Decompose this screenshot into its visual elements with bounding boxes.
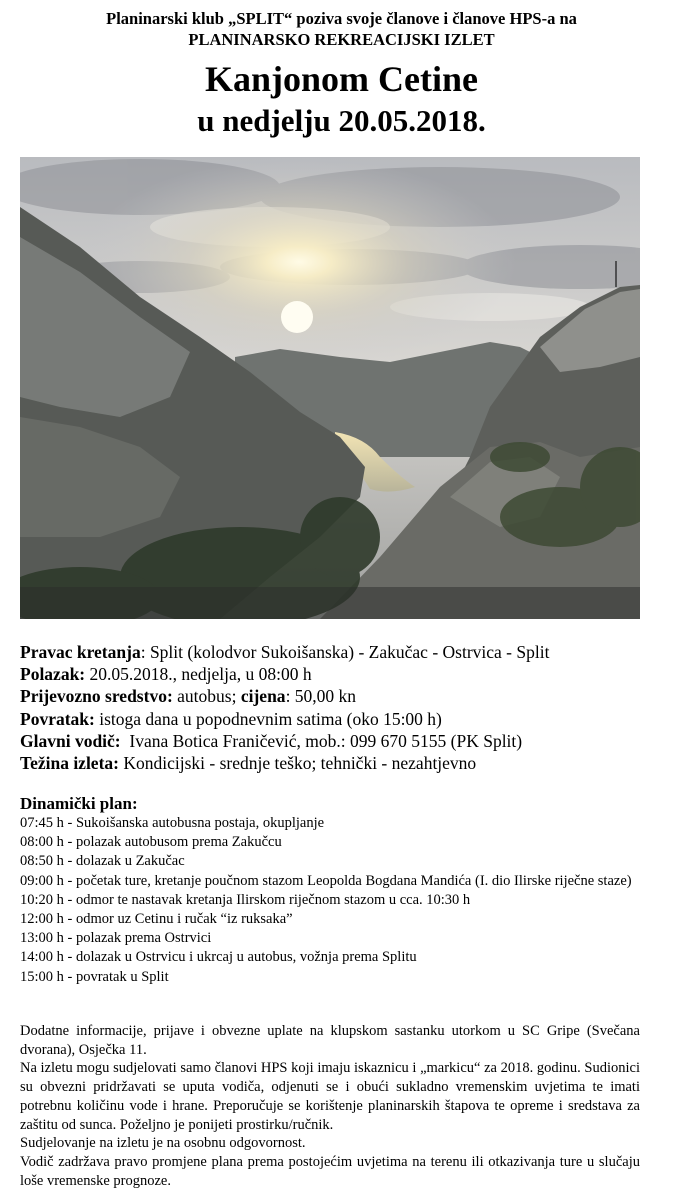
detail-value: Kondicijski - srednje teško; tehnički - nezahtjevno: [118, 753, 477, 774]
detail-label: Prijevozno sredstvo:: [20, 686, 173, 707]
info-paragraph: Dodatne informacije, prijave i obvezne uplate na klupskom sastanku utorkom u SC Gripe (Svečana dvorana), Osječka 11.: [20, 1023, 640, 1058]
intro-text: [0, 8, 683, 50]
schedule-item: 10:20 h - odmor te nastavak kretanja Ilirskom riječnom stazom u cca. 10:30 h: [20, 891, 471, 908]
detail-value: : 50,00 kn: [285, 686, 357, 707]
detail-label: Glavni vodič:: [20, 730, 121, 751]
schedule-item: 07:45 h - Sukoišanska autobusna postaja, okupljanje: [20, 815, 325, 831]
trip-details: [20, 641, 670, 774]
detail-label: Polazak:: [20, 664, 86, 685]
schedule-title: Dinamički plan:: [20, 794, 138, 813]
info-paragraph: Sudjelovanje na izletu je na osobnu odgovornost.: [20, 1135, 306, 1152]
event-date: u nedjelju 20.05.2018.: [197, 103, 486, 138]
schedule-item: 15:00 h - povratak u Split: [20, 968, 169, 985]
detail-guide: [20, 730, 670, 752]
detail-route: [20, 641, 670, 663]
page-title: Kanjonom Cetine: [205, 59, 478, 99]
schedule-item: 08:50 h - dolazak u Zakučac: [20, 853, 185, 870]
detail-label: Pravac kretanja: [20, 642, 141, 662]
schedule-item: 12:00 h - odmor uz Cetinu i ručak “iz ruksaka”: [20, 911, 293, 928]
detail-transport: [20, 685, 670, 707]
info-paragraph: Na izletu mogu sudjelovati samo članovi HPS koji imaju iskaznicu i „markicu“ za 2018. godinu. Sudionici su obvezni pridržavati se uputa vodiča, odjenuti se i obući sukladno vremenskim uvjetima te imati potrebnu količinu vode i hrane. Preporučuje se korištenje planinarskih štapova te opreme i sredstava za zaštitu od sunca. Poželjno je ponijeti prostirku/ručnik.: [20, 1060, 640, 1133]
detail-value: 20.05.2018., nedjelja, u 08:00 h: [85, 664, 312, 685]
additional-info: [20, 1022, 640, 1190]
detail-value: Ivana Botica Franičević, mob.: 099 670 5155 (PK Split): [120, 730, 523, 751]
schedule-item: 08:00 h - polazak autobusom prema Zakučcu: [20, 834, 282, 851]
detail-label: Povratak:: [20, 708, 95, 729]
intro-line-1: Planinarski klub „SPLIT“ poziva svoje članove i članove HPS-a na: [106, 9, 577, 28]
detail-difficulty: [20, 752, 670, 774]
schedule-item: 14:00 h - dolazak u Ostrvicu i ukrcaj u autobus, vožnja prema Splitu: [20, 949, 417, 966]
schedule-item: 13:00 h - polazak prema Ostrvici: [20, 930, 212, 947]
info-paragraph: Vodič zadržava pravo promjene plana prema postojećim uvjetima na terenu ili otkazivanja ture u slučaju loše vremenske prognoze.: [20, 1153, 640, 1189]
detail-return: [20, 708, 670, 730]
detail-label: Težina izleta:: [20, 753, 119, 774]
detail-value: autobus;: [172, 686, 241, 707]
intro-line-2: PLANINARSKO REKREACIJSKI IZLET: [188, 30, 495, 49]
detail-value: : Split (kolodvor Sukoišanska) - Zakučac - Ostrvica - Split: [140, 642, 550, 662]
detail-label: cijena: [240, 686, 286, 707]
schedule-item: 09:00 h - početak ture, kretanje poučnom stazom Leopolda Bogdana Mandića (I. dio Ilirske riječne staze): [20, 872, 632, 889]
detail-departure: [20, 663, 670, 685]
detail-value: istoga dana u popodnevnim satima (oko 15:00 h): [94, 708, 442, 729]
canyon-sunset-photo: [20, 157, 640, 619]
schedule-section: [20, 793, 670, 987]
